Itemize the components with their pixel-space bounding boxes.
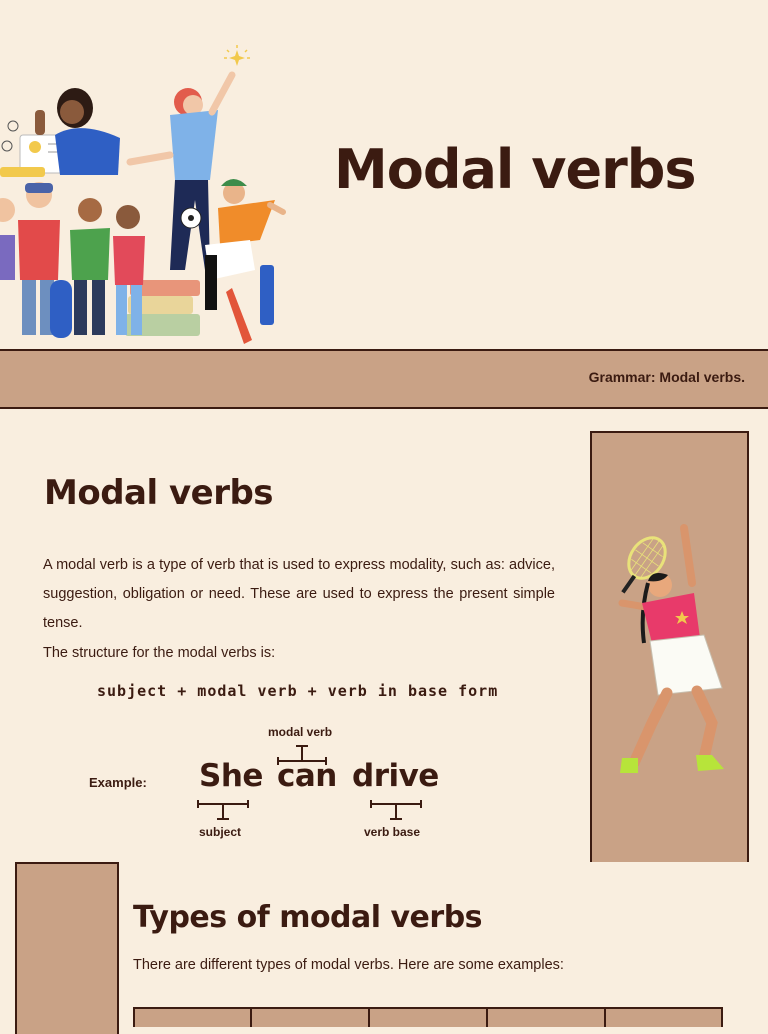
left-panel <box>15 862 119 1034</box>
table-header-cell <box>133 1007 252 1027</box>
section-title: Modal verbs <box>44 473 274 513</box>
structure-formula: subject + modal verb + verb in base form <box>97 682 499 700</box>
example-label: Example: <box>89 775 147 790</box>
table-header-cell <box>486 1007 606 1027</box>
verb-base-label: verb base <box>364 825 421 839</box>
types-section-title: Types of modal verbs <box>133 900 483 935</box>
example-word-verb: drive <box>352 758 439 794</box>
band-caption: Grammar: Modal verbs. <box>588 369 745 385</box>
subject-label: subject <box>199 825 242 839</box>
page-title: Modal verbs <box>334 138 696 201</box>
types-description: There are different types of modal verbs. Here are some examples: <box>133 957 564 973</box>
verb-bracket <box>369 799 425 821</box>
table-header-cell <box>368 1007 488 1027</box>
example-word-modal: can <box>277 758 337 794</box>
structure-label: The structure for the modal verbs is: <box>43 645 276 661</box>
side-panel <box>590 431 749 862</box>
definition-paragraph: A modal verb is a type of verb that is used to express modality, such as: advice, suggestion, obligation or need. These are used to express the present simple tense. <box>43 557 555 631</box>
sparkle-icon <box>224 45 250 66</box>
example-word-subject: She <box>199 758 263 794</box>
header-band <box>0 349 768 409</box>
kids-illustration <box>0 40 300 350</box>
subject-bracket <box>196 799 252 821</box>
modal-verb-label: modal verb <box>268 725 333 739</box>
modal-verbs-table <box>133 1007 723 1027</box>
table-header-cell <box>250 1007 370 1027</box>
table-header-cell <box>604 1007 723 1027</box>
tennis-player-illustration <box>592 433 747 862</box>
